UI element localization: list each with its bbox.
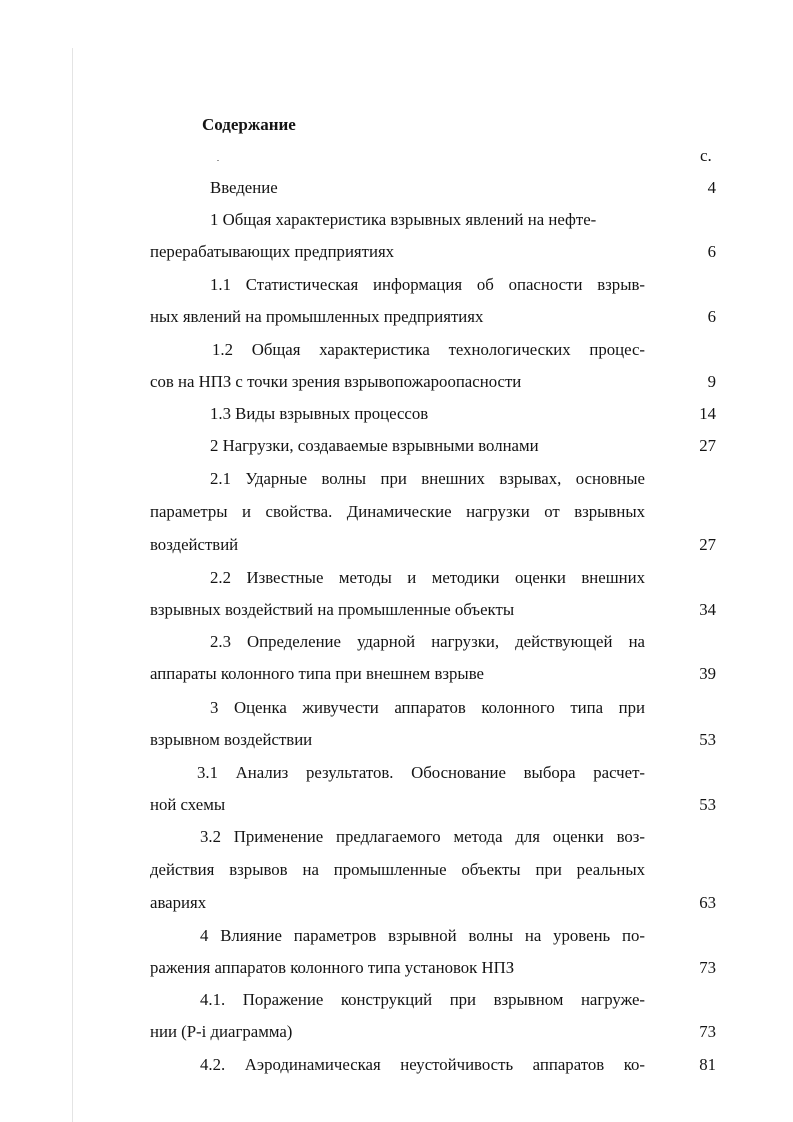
toc-entry-line: взрывном воздействии [150,730,313,749]
toc-entry-line: ной схемы [150,795,226,814]
toc-page-number: 14 [699,404,716,423]
toc-entry-line: Введение [210,178,278,197]
scan-speck [217,160,219,161]
toc-entry-line: ражения аппаратов колонного типа установок НПЗ [150,958,515,977]
toc-entry-line: сов на НПЗ с точки зрения взрывопожароопасности [150,372,522,391]
toc-entry-line: взрывных воздействий на промышленные объекты [150,600,515,619]
toc-entry-line: 3 Оценка живучести аппаратов колонного типа при [210,698,645,717]
toc-entry-line: 4.2. Аэродинамическая неустойчивость аппаратов ко- [200,1055,645,1074]
toc-entry-line: ных явлений на промышленных предприятиях [150,307,484,326]
toc-entry-line: 1 Общая характеристика взрывных явлений на нефте- [210,210,597,229]
toc-entry-line: параметры и свойства. Динамические нагрузки от взрывных [150,502,645,521]
toc-entry-line: 3.1 Анализ результатов. Обоснование выбора расчет- [197,763,645,782]
toc-entry-line: нии (P-i диаграмма) [150,1022,293,1041]
toc-entry-line: действия взрывов на промышленные объекты при реальных [150,860,645,879]
toc-page-number: 6 [707,307,716,326]
toc-page-number: 9 [707,372,716,391]
page-column-header: с. [700,146,712,165]
toc-title: Содержание [202,115,296,134]
toc-page-number: 6 [707,242,716,261]
toc-entry-line: 4 Влияние параметров взрывной волны на уровень по- [200,926,645,945]
toc-entry-line: 4.1. Поражение конструкций при взрывном нагруже- [200,990,645,1009]
scan-page-edge [72,48,73,1122]
toc-entry-line: аппараты колонного типа при внешнем взрыве [150,664,484,683]
toc-entry-line: 1.1 Статистическая информация об опасности взрыв- [210,275,645,294]
toc-page-number: 27 [699,436,716,455]
toc-page-number: 53 [699,730,716,749]
toc-page-number: 63 [699,893,716,912]
toc-entry-line: 2.1 Ударные волны при внешних взрывах, основные [210,469,645,488]
toc-page-number: 39 [699,664,716,683]
toc-entry-line: 2.3 Определение ударной нагрузки, действующей на [210,632,645,651]
toc-entry-line: 1.2 Общая характеристика технологических процес- [212,340,645,359]
toc-entry-line: 1.3 Виды взрывных процессов [210,404,429,423]
toc-entry-line: 3.2 Применение предлагаемого метода для оценки воз- [200,827,645,846]
toc-entry-line: воздействий [150,535,239,554]
toc-entry-line: перерабатывающих предприятиях [150,242,395,261]
toc-page-number: 73 [699,958,716,977]
toc-entry-line: авариях [150,893,207,912]
toc-entry-line: 2 Нагрузки, создаваемые взрывными волнами [210,436,539,455]
toc-page-number: 73 [699,1022,716,1041]
toc-page-number: 81 [699,1055,716,1074]
toc-page-number: 27 [699,535,716,554]
toc-page-number: 53 [699,795,716,814]
toc-page-number: 4 [707,178,716,197]
toc-page-number: 34 [699,600,716,619]
toc-entry-line: 2.2 Известные методы и методики оценки внешних [210,568,645,587]
